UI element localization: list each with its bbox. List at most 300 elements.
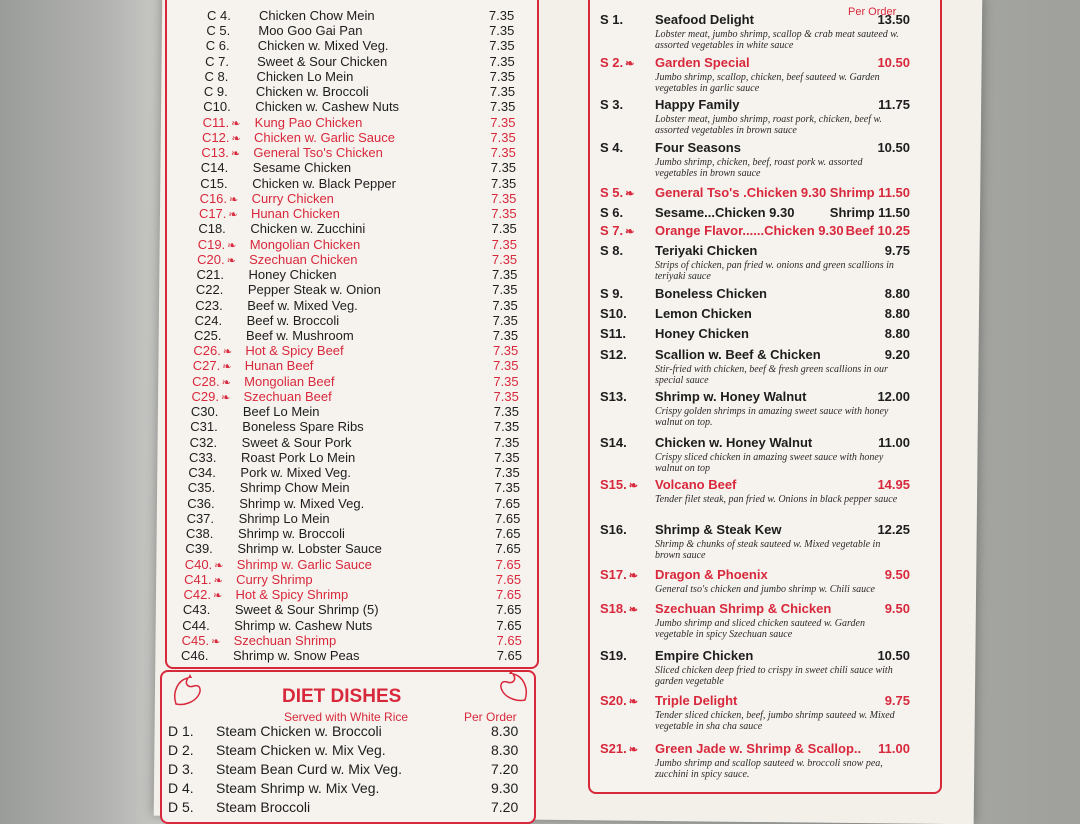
per-order-label: Per Order: [848, 6, 897, 18]
menu-item-row: [207, 8, 520, 23]
item-price: 7.35: [490, 114, 516, 130]
item-price: 7.35: [494, 434, 520, 450]
item-name: Hot & Spicy Beef: [245, 343, 344, 359]
item-price: 7.35: [492, 267, 518, 283]
item-description: Strips of chicken, pan fried w. onions and green scallions in teriyaki sauce: [655, 260, 894, 282]
item-code: S14.: [600, 435, 627, 450]
special-item: [600, 522, 910, 562]
item-code: S 6.: [600, 205, 624, 220]
item-name: Garden Special: [655, 55, 750, 70]
item-name: Szechuan Shrimp & Chicken: [655, 601, 832, 616]
item-code: C28. ❧: [192, 373, 231, 389]
item-price: Beef 10.25: [845, 223, 910, 238]
item-code: C14.: [200, 160, 229, 176]
item-name: Roast Pork Lo Mein: [241, 449, 356, 465]
pepper-icon: ❧: [230, 148, 241, 161]
special-item: [600, 347, 910, 387]
menu-item-row: [201, 160, 520, 175]
pepper-icon: ❧: [628, 696, 638, 708]
item-description: Crispy sliced chicken in amazing sweet sauce with honey walnut on top: [655, 452, 884, 474]
item-price: 8.80: [884, 286, 910, 301]
item-name: Chicken w. Mixed Veg.: [257, 38, 389, 54]
item-description: Jumbo shrimp, chicken, beef, roast pork w. assorted vegetables in brown sauce: [655, 157, 863, 179]
menu-item-row: [196, 267, 520, 282]
menu-item-row: [192, 389, 520, 404]
item-description: General tso's chicken and jumbo shrimp w. Chili sauce: [655, 584, 875, 595]
item-price: 14.95: [877, 477, 910, 492]
item-code: S17. ❧: [600, 567, 638, 582]
item-price: 12.00: [877, 389, 910, 404]
item-description: Lobster meat, jumbo shrimp, roast pork, chicken, beef w. assorted vegetables in brown sauce: [655, 114, 882, 136]
pepper-icon: ❧: [229, 193, 239, 206]
pepper-icon: ❧: [231, 117, 241, 130]
pepper-icon: ❧: [628, 744, 638, 756]
item-price: 7.65: [496, 602, 522, 618]
item-code: C13. ❧: [201, 145, 241, 161]
menu-item-row: [187, 511, 520, 526]
special-item: [600, 693, 910, 733]
item-price: 7.35: [493, 358, 519, 374]
menu-item-row: [186, 526, 520, 541]
item-name: Boneless Spare Ribs: [242, 419, 364, 435]
item-code: C11. ❧: [202, 114, 241, 130]
item-price: 9.75: [884, 243, 910, 258]
item-price: 7.35: [493, 404, 520, 420]
item-code: C 5.: [206, 23, 231, 39]
item-code: D 3.: [168, 761, 194, 777]
special-item: [600, 306, 910, 324]
item-code: S 5. ❧: [600, 185, 635, 200]
item-name: Beef w. Broccoli: [246, 312, 340, 328]
item-name: Moo Goo Gai Pan: [258, 23, 363, 39]
item-price: 7.65: [495, 556, 521, 572]
item-code: S 9.: [600, 286, 624, 301]
menu-item-row: [190, 435, 520, 450]
menu-item-row: [185, 541, 520, 556]
item-description: Tender sliced chicken, beef, jumbo shrimp sauteed w. Mixed vegetable in sha cha sauce: [655, 710, 895, 732]
menu-item-row: [188, 465, 520, 480]
item-code: D 2.: [168, 742, 194, 758]
item-code: C30.: [190, 404, 219, 420]
item-code: C25.: [194, 328, 222, 343]
special-item: [600, 97, 910, 137]
item-price: 7.35: [489, 38, 515, 54]
item-code: C33.: [189, 449, 217, 465]
diet-item-row: [168, 723, 528, 740]
item-name: Seafood Delight: [655, 12, 754, 27]
menu-item-row: [200, 191, 520, 206]
item-name: Shrimp Chow Mein: [239, 480, 350, 496]
special-item: [600, 243, 910, 283]
special-item: [600, 205, 910, 223]
item-price: 7.35: [492, 312, 518, 328]
menu-item-row: [200, 176, 520, 191]
item-description: Sliced chicken deep fried to crispy in sweet chili sauce with garden vegetable: [655, 665, 893, 687]
item-name: Shrimp Lo Mein: [238, 510, 330, 526]
item-price: 7.35: [490, 129, 516, 145]
item-price: 7.35: [492, 282, 518, 298]
item-price: 7.35: [491, 236, 517, 252]
item-description: Jumbo shrimp and sliced chicken sauteed w. Garden vegetable in spicy Szechuan sauce: [655, 618, 865, 640]
item-code: C41. ❧: [184, 571, 223, 587]
menu-item-row: [183, 602, 520, 617]
item-code: S 4.: [600, 140, 624, 155]
pepper-icon: ❧: [227, 239, 237, 252]
rooster-icon: [170, 674, 206, 708]
item-name: Pork w. Mixed Veg.: [240, 465, 351, 481]
item-price: 7.65: [496, 632, 522, 648]
item-price: 7.65: [494, 495, 521, 511]
item-price: 7.35: [493, 419, 520, 435]
item-code: C 9.: [203, 84, 228, 100]
pepper-icon: ❧: [211, 635, 221, 648]
item-name: Szechuan Shrimp: [233, 632, 337, 648]
item-name: Szechuan Beef: [243, 388, 332, 404]
item-description: Jumbo shrimp, scallop, chicken, beef sauteed w. Garden vegetables in garlic sauce: [655, 72, 880, 94]
menu-item-row: [182, 633, 520, 648]
special-item: [600, 435, 910, 475]
item-name: Sweet & Sour Pork: [241, 434, 352, 450]
item-name: Steam Chicken w. Mix Veg.: [216, 742, 386, 758]
item-code: C 4.: [207, 8, 231, 23]
item-price: 9.50: [884, 567, 910, 582]
item-code: C19. ❧: [197, 236, 237, 252]
item-name: Honey Chicken: [248, 267, 337, 283]
menu-item-row: [184, 572, 520, 587]
item-name: Steam Chicken w. Broccoli: [216, 723, 382, 739]
item-price: Shrimp 11.50: [829, 185, 910, 200]
item-description: Tender filet steak, pan fried w. Onions in black pepper sauce: [655, 494, 898, 505]
item-code: C42. ❧: [183, 587, 223, 603]
item-name: Green Jade w. Shrimp & Scallop..: [655, 741, 862, 756]
item-price: 11.00: [878, 741, 910, 756]
item-code: C16. ❧: [199, 190, 239, 206]
special-item: [600, 648, 910, 688]
item-code: C46.: [181, 648, 209, 663]
item-name: Beef Lo Mein: [242, 404, 320, 420]
item-code: S 3.: [600, 97, 624, 112]
item-price: 8.30: [491, 723, 519, 739]
item-name: General Tso's .Chicken 9.30: [655, 185, 827, 200]
menu-item-row: [182, 618, 520, 633]
item-price: 7.65: [495, 541, 521, 557]
item-code: C32.: [189, 434, 218, 450]
item-name: Chicken Chow Mein: [259, 8, 375, 23]
item-price: 7.35: [494, 480, 520, 496]
item-price: 8.80: [884, 306, 910, 321]
item-name: Shrimp w. Lobster Sauce: [237, 541, 382, 557]
item-price: 7.20: [491, 761, 519, 777]
item-name: Chicken w. Honey Walnut: [655, 435, 813, 450]
menu-item-row: [192, 374, 520, 389]
special-item: [600, 477, 910, 517]
item-code: C24.: [194, 312, 223, 328]
item-name: Steam Bean Curd w. Mix Veg.: [216, 761, 402, 777]
pepper-icon: ❧: [228, 209, 238, 222]
special-item: [600, 601, 910, 641]
item-price: 7.65: [495, 571, 522, 587]
item-code: C27. ❧: [192, 358, 232, 374]
item-name: Lemon Chicken: [655, 306, 752, 321]
item-code: C17. ❧: [198, 206, 238, 222]
item-name: Beef w. Mixed Veg.: [247, 297, 358, 313]
item-code: S11.: [600, 326, 627, 341]
pepper-icon: ❧: [628, 604, 638, 616]
item-price: 10.50: [877, 55, 910, 70]
pepper-icon: ❧: [628, 570, 638, 582]
special-item: [600, 389, 910, 429]
item-code: S19.: [600, 648, 627, 663]
item-name: Happy Family: [655, 97, 740, 112]
item-code: C 7.: [205, 53, 229, 69]
pepper-icon: ❧: [221, 376, 231, 389]
item-price: 7.35: [494, 465, 520, 481]
item-code: C36.: [187, 495, 215, 511]
item-code: C45. ❧: [181, 632, 221, 648]
item-code: S15. ❧: [600, 477, 638, 492]
item-name: Steam Shrimp w. Mix Veg.: [216, 780, 380, 796]
pepper-icon: ❧: [226, 254, 236, 267]
item-name: Sweet & Sour Chicken: [257, 53, 388, 69]
item-price: 7.65: [496, 617, 522, 633]
item-name: Four Seasons: [655, 140, 741, 155]
pepper-icon: ❧: [222, 361, 232, 374]
item-name: Hunan Chicken: [250, 206, 340, 222]
item-name: Chicken w. Cashew Nuts: [255, 99, 400, 115]
item-description: Shrimp & chunks of steak sauteed w. Mixed vegetable in brown sauce: [655, 539, 881, 561]
item-name: Chicken w. Garlic Sauce: [254, 129, 395, 145]
item-code: C40. ❧: [184, 556, 224, 572]
item-price: 7.35: [491, 251, 518, 267]
item-price: 11.75: [878, 97, 910, 112]
item-name: Kung Pao Chicken: [254, 114, 363, 130]
diet-dishes-title: DIET DISHES: [282, 686, 402, 707]
item-price: 7.35: [488, 8, 515, 23]
diet-per-order: Per Order: [464, 710, 517, 724]
pepper-icon: ❧: [625, 188, 635, 200]
item-name: Boneless Chicken: [655, 286, 767, 301]
special-item: [600, 185, 910, 203]
menu-item-row: [198, 237, 520, 252]
menu-item-row: [195, 313, 520, 328]
item-name: Pepper Steak w. Onion: [247, 282, 381, 298]
item-price: 8.80: [884, 326, 910, 341]
item-price: 8.30: [491, 742, 519, 758]
item-price: 7.35: [493, 388, 519, 404]
item-price: 12.25: [877, 522, 910, 537]
item-code: C22.: [195, 282, 224, 298]
item-name: Honey Chicken: [655, 326, 749, 341]
item-name: Volcano Beef: [655, 477, 737, 492]
menu-item-row: [202, 130, 520, 145]
item-name: Scallion w. Beef & Chicken: [655, 347, 821, 362]
item-price: 10.50: [877, 140, 910, 155]
item-name: Orange Flavor......Chicken 9.30: [655, 223, 844, 238]
item-price: 7.35: [491, 206, 517, 222]
item-code: C31.: [190, 419, 218, 435]
item-code: C39.: [185, 541, 213, 557]
item-price: 7.65: [495, 526, 521, 542]
menu-item-row: [205, 54, 520, 69]
special-item: [600, 286, 910, 304]
menu-item-row: [193, 358, 520, 373]
item-code: C35.: [187, 480, 216, 496]
item-name: Steam Broccoli: [216, 799, 311, 815]
menu-item-row: [187, 496, 520, 511]
item-name: Chicken w. Black Pepper: [252, 175, 396, 191]
menu-item-row: [198, 221, 520, 236]
item-name: Szechuan Chicken: [249, 251, 358, 267]
item-code: C 6.: [205, 38, 230, 54]
item-description: Stir-fried with chicken, beef & fresh green scallions in our special sauce: [655, 364, 888, 386]
item-name: Curry Shrimp: [236, 571, 313, 587]
menu-item-row: [183, 587, 520, 602]
pepper-icon: ❧: [214, 559, 224, 572]
item-name: General Tso's Chicken: [253, 145, 383, 161]
item-code: S16.: [600, 522, 627, 537]
item-code: C12. ❧: [202, 129, 241, 145]
item-code: S 7. ❧: [600, 223, 635, 238]
item-price: 9.20: [884, 347, 910, 362]
item-price: 7.35: [493, 373, 519, 389]
pepper-icon: ❧: [222, 346, 233, 359]
item-description: Jumbo shrimp and scallop sauteed w. broccoli snow pea, zucchini in spicy sauce.: [655, 758, 883, 780]
item-name: Curry Chicken: [251, 190, 334, 206]
menu-item-row: [205, 69, 520, 84]
item-price: 13.50: [877, 12, 910, 27]
item-price: 7.65: [496, 648, 522, 663]
item-code: D 5.: [168, 799, 194, 815]
menu-item-row: [189, 450, 520, 465]
pepper-icon: ❧: [213, 574, 223, 587]
menu-item-row: [190, 419, 520, 434]
item-price: 7.35: [492, 343, 519, 359]
menu-item-row: [194, 328, 520, 343]
item-price: 7.35: [490, 99, 516, 115]
diet-dishes-subtitle: Served with White Rice: [284, 710, 409, 724]
menu-item-row: [181, 648, 520, 663]
item-name: Sesame Chicken: [252, 160, 352, 176]
item-price: 7.35: [492, 328, 519, 343]
menu-item-row: [203, 115, 520, 130]
item-code: C15.: [200, 175, 228, 191]
item-name: Hunan Beef: [244, 358, 314, 374]
special-item: [600, 223, 910, 241]
item-price: 11.00: [878, 435, 910, 450]
item-price: 7.35: [489, 53, 515, 69]
item-price: 9.50: [884, 601, 910, 616]
item-name: Shrimp w. Cashew Nuts: [234, 617, 373, 633]
item-price: 7.35: [490, 175, 517, 191]
item-price: 7.20: [491, 799, 519, 815]
item-price: 7.35: [492, 297, 518, 313]
item-name: Shrimp w. Honey Walnut: [655, 389, 807, 404]
item-code: C43.: [182, 602, 211, 618]
diet-item-row: [168, 742, 528, 759]
item-price: 7.35: [490, 145, 516, 161]
item-description: Crispy golden shrimps in amazing sweet sauce with honey walnut on top.: [655, 406, 889, 428]
item-name: Shrimp w. Mixed Veg.: [239, 495, 365, 511]
menu-item-row: [204, 84, 520, 99]
menu-item-row: [196, 282, 520, 297]
special-item: [600, 12, 910, 52]
item-name: Shrimp w. Broccoli: [237, 526, 345, 542]
item-price: 7.35: [489, 84, 516, 100]
item-code: C10.: [203, 99, 231, 115]
menu-item-row: [199, 206, 520, 221]
item-code: C26. ❧: [193, 343, 233, 359]
item-price: 7.35: [489, 68, 515, 84]
item-name: Chicken Lo Mein: [256, 68, 354, 84]
menu-item-row: [203, 99, 520, 114]
menu-item-row: [195, 298, 520, 313]
menu-item-row: [206, 38, 520, 53]
pepper-icon: ❧: [220, 391, 231, 404]
item-price: 7.35: [494, 449, 520, 465]
menu-item-row: [197, 252, 520, 267]
pepper-icon: ❧: [231, 132, 241, 145]
item-name: Chicken w. Broccoli: [255, 84, 369, 100]
item-name: Empire Chicken: [655, 648, 754, 663]
menu-item-row: [206, 23, 520, 38]
item-price: 9.30: [491, 780, 519, 796]
item-name: Dragon & Phoenix: [655, 567, 768, 582]
item-code: S 1.: [600, 12, 624, 27]
item-code: S21. ❧: [600, 741, 638, 756]
item-price: 7.35: [491, 190, 517, 206]
item-name: Shrimp & Steak Kew: [655, 522, 782, 537]
item-name: Mongolian Chicken: [249, 236, 361, 252]
item-name: Sweet & Sour Shrimp (5): [234, 602, 379, 618]
item-code: S13.: [600, 389, 627, 404]
item-price: 7.65: [495, 510, 521, 526]
item-code: S 2. ❧: [600, 55, 635, 70]
diet-item-row: [168, 780, 528, 797]
item-price: 7.35: [490, 160, 517, 176]
item-price: 10.50: [877, 648, 910, 663]
menu-item-row: [185, 557, 520, 572]
item-code: S10.: [600, 306, 627, 321]
item-name: Beef w. Mushroom: [246, 328, 354, 343]
menu-item-row: [191, 404, 520, 419]
item-price: 7.35: [489, 23, 515, 39]
item-price: 7.65: [495, 587, 522, 603]
item-name: Sesame...Chicken 9.30: [655, 205, 795, 220]
item-code: C29. ❧: [191, 388, 231, 404]
item-price: Shrimp 11.50: [829, 205, 910, 220]
diet-item-row: [168, 761, 528, 778]
pepper-icon: ❧: [625, 226, 635, 238]
special-item: [600, 55, 910, 95]
item-code: D 4.: [168, 780, 194, 796]
item-code: C23.: [195, 297, 223, 313]
item-name: Chicken w. Zucchini: [250, 221, 366, 237]
item-name: Triple Delight: [655, 693, 738, 708]
item-code: C18.: [198, 221, 226, 237]
special-item: [600, 140, 910, 180]
item-name: Shrimp w. Snow Peas: [233, 648, 360, 663]
item-price: 7.35: [491, 221, 517, 237]
special-item: [600, 326, 910, 344]
item-code: C 8.: [204, 68, 229, 84]
item-code: C37.: [186, 510, 215, 526]
item-description: Lobster meat, jumbo shrimp, scallop & crab meat sauteed w. assorted vegetables in white sauce: [655, 29, 899, 51]
item-name: Mongolian Beef: [244, 373, 335, 389]
item-code: C34.: [188, 465, 216, 481]
item-code: S12.: [600, 347, 627, 362]
pepper-icon: ❧: [625, 58, 635, 70]
item-code: S20. ❧: [600, 693, 638, 708]
